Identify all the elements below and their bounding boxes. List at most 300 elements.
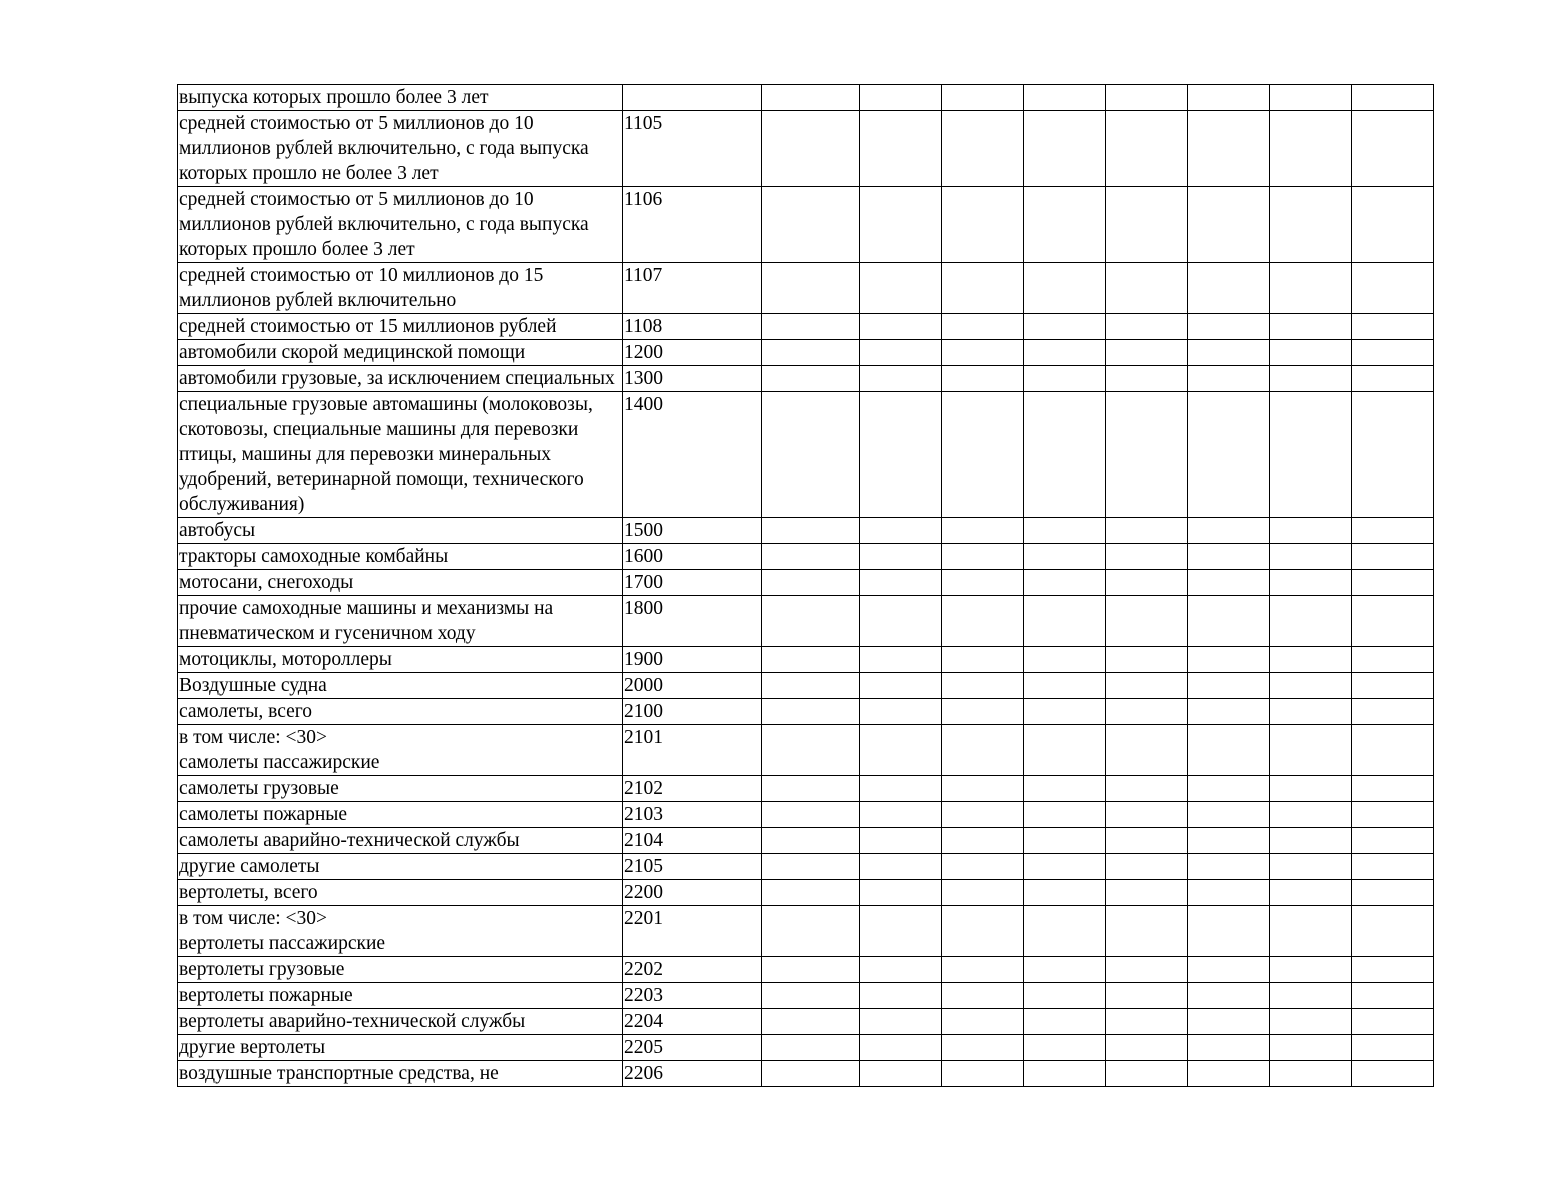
row-code-cell: 1600 (623, 544, 762, 570)
row-code-cell: 1500 (623, 518, 762, 544)
empty-value-cell (860, 1035, 942, 1061)
empty-value-cell (860, 802, 942, 828)
table-row (178, 596, 1434, 647)
empty-value-cell (762, 187, 860, 263)
empty-value-cell (1352, 828, 1434, 854)
empty-value-cell (1270, 983, 1352, 1009)
empty-value-cell (762, 699, 860, 725)
empty-value-cell (1188, 647, 1270, 673)
empty-value-cell (1270, 340, 1352, 366)
empty-value-cell (1024, 673, 1106, 699)
row-name-cell: вертолеты аварийно-технической службы (178, 1009, 623, 1035)
row-name-cell: выпуска которых прошло более 3 лет (178, 85, 623, 111)
empty-value-cell (1270, 85, 1352, 111)
empty-value-cell (860, 340, 942, 366)
empty-value-cell (1024, 725, 1106, 776)
empty-value-cell (1270, 906, 1352, 957)
row-name-cell: вертолеты, всего (178, 880, 623, 906)
empty-value-cell (1106, 544, 1188, 570)
empty-value-cell (1188, 544, 1270, 570)
empty-value-cell (1188, 828, 1270, 854)
empty-value-cell (1188, 776, 1270, 802)
row-name-cell: самолеты пожарные (178, 802, 623, 828)
empty-value-cell (762, 906, 860, 957)
empty-value-cell (762, 802, 860, 828)
empty-value-cell (762, 544, 860, 570)
row-code-cell: 1106 (623, 187, 762, 263)
empty-value-cell (1106, 699, 1188, 725)
empty-value-cell (1352, 570, 1434, 596)
empty-value-cell (942, 776, 1024, 802)
row-code-cell: 1900 (623, 647, 762, 673)
empty-value-cell (1270, 187, 1352, 263)
empty-value-cell (1024, 802, 1106, 828)
empty-value-cell (860, 776, 942, 802)
empty-value-cell (762, 673, 860, 699)
empty-value-cell (1270, 673, 1352, 699)
empty-value-cell (860, 854, 942, 880)
table-row (178, 187, 1434, 263)
table-body (178, 85, 1434, 1087)
empty-value-cell (1024, 1061, 1106, 1087)
row-name-cell: прочие самоходные машины и механизмы на пневматическом и гусеничном ходу (178, 596, 623, 647)
empty-value-cell (860, 906, 942, 957)
table-row (178, 263, 1434, 314)
empty-value-cell (1188, 111, 1270, 187)
empty-value-cell (942, 392, 1024, 518)
table-row (178, 725, 1434, 776)
table-row (178, 1061, 1434, 1087)
table-row (178, 314, 1434, 340)
empty-value-cell (942, 187, 1024, 263)
empty-value-cell (1106, 85, 1188, 111)
empty-value-cell (942, 673, 1024, 699)
table-row (178, 906, 1434, 957)
row-code-cell: 2200 (623, 880, 762, 906)
empty-value-cell (1270, 957, 1352, 983)
empty-value-cell (1188, 699, 1270, 725)
empty-value-cell (1188, 1061, 1270, 1087)
empty-value-cell (1270, 880, 1352, 906)
empty-value-cell (1352, 187, 1434, 263)
empty-value-cell (1106, 647, 1188, 673)
row-code-cell: 2201 (623, 906, 762, 957)
empty-value-cell (942, 854, 1024, 880)
empty-value-cell (1270, 518, 1352, 544)
empty-value-cell (1024, 854, 1106, 880)
row-name-cell: автомобили скорой медицинской помощи (178, 340, 623, 366)
empty-value-cell (942, 340, 1024, 366)
row-name-cell: средней стоимостью от 15 миллионов рублей (178, 314, 623, 340)
empty-value-cell (942, 570, 1024, 596)
empty-value-cell (1024, 880, 1106, 906)
row-name-cell: средней стоимостью от 5 миллионов до 10 миллионов рублей включительно, с года выпуска которых прошло не более 3 лет (178, 111, 623, 187)
empty-value-cell (1352, 1035, 1434, 1061)
empty-value-cell (942, 366, 1024, 392)
table-row (178, 570, 1434, 596)
table-row (178, 828, 1434, 854)
table-row (178, 1009, 1434, 1035)
table-row (178, 854, 1434, 880)
empty-value-cell (942, 314, 1024, 340)
empty-value-cell (1352, 673, 1434, 699)
empty-value-cell (1024, 828, 1106, 854)
row-name-cell: воздушные транспортные средства, не (178, 1061, 623, 1087)
empty-value-cell (942, 1061, 1024, 1087)
row-code-cell: 2103 (623, 802, 762, 828)
empty-value-cell (1106, 111, 1188, 187)
empty-value-cell (1352, 699, 1434, 725)
row-code-cell: 2101 (623, 725, 762, 776)
empty-value-cell (762, 983, 860, 1009)
empty-value-cell (1188, 314, 1270, 340)
empty-value-cell (1352, 983, 1434, 1009)
row-name-cell: другие самолеты (178, 854, 623, 880)
vehicle-form-table (177, 84, 1434, 1087)
empty-value-cell (1106, 673, 1188, 699)
empty-value-cell (1106, 725, 1188, 776)
empty-value-cell (762, 828, 860, 854)
empty-value-cell (1106, 957, 1188, 983)
empty-value-cell (1270, 1009, 1352, 1035)
empty-value-cell (1024, 647, 1106, 673)
empty-value-cell (1106, 518, 1188, 544)
empty-value-cell (860, 828, 942, 854)
empty-value-cell (1188, 392, 1270, 518)
empty-value-cell (1270, 570, 1352, 596)
row-name-cell: мотосани, снегоходы (178, 570, 623, 596)
empty-value-cell (942, 111, 1024, 187)
empty-value-cell (1270, 544, 1352, 570)
empty-value-cell (1106, 366, 1188, 392)
empty-value-cell (1188, 673, 1270, 699)
empty-value-cell (1270, 699, 1352, 725)
table-row (178, 85, 1434, 111)
empty-value-cell (762, 854, 860, 880)
empty-value-cell (1352, 544, 1434, 570)
empty-value-cell (1106, 854, 1188, 880)
empty-value-cell (762, 340, 860, 366)
row-code-cell: 2205 (623, 1035, 762, 1061)
empty-value-cell (1352, 906, 1434, 957)
empty-value-cell (762, 725, 860, 776)
empty-value-cell (1188, 596, 1270, 647)
empty-value-cell (1024, 957, 1106, 983)
row-name-cell: автобусы (178, 518, 623, 544)
empty-value-cell (1352, 776, 1434, 802)
empty-value-cell (860, 544, 942, 570)
empty-value-cell (860, 647, 942, 673)
table-row (178, 880, 1434, 906)
table-row (178, 983, 1434, 1009)
empty-value-cell (1352, 85, 1434, 111)
empty-value-cell (1024, 699, 1106, 725)
empty-value-cell (1106, 1009, 1188, 1035)
empty-value-cell (1188, 340, 1270, 366)
empty-value-cell (1352, 1009, 1434, 1035)
empty-value-cell (1024, 776, 1106, 802)
row-name-cell: вертолеты грузовые (178, 957, 623, 983)
empty-value-cell (1188, 802, 1270, 828)
empty-value-cell (1352, 647, 1434, 673)
empty-value-cell (1352, 854, 1434, 880)
empty-value-cell (1024, 906, 1106, 957)
row-code-cell: 2100 (623, 699, 762, 725)
row-name-cell: специальные грузовые автомашины (молоковозы, скотовозы, специальные машины для перевозки птицы, машины для перевозки минеральных удобрений, ветеринарной помощи, технического обслуживания) (178, 392, 623, 518)
empty-value-cell (1106, 828, 1188, 854)
table-row (178, 699, 1434, 725)
empty-value-cell (1270, 392, 1352, 518)
row-code-cell: 2204 (623, 1009, 762, 1035)
row-code-cell: 1400 (623, 392, 762, 518)
row-name-cell: мотоциклы, мотороллеры (178, 647, 623, 673)
empty-value-cell (860, 570, 942, 596)
empty-value-cell (1024, 85, 1106, 111)
empty-value-cell (1024, 1009, 1106, 1035)
empty-value-cell (1024, 314, 1106, 340)
empty-value-cell (1024, 983, 1106, 1009)
row-name-cell: самолеты аварийно-технической службы (178, 828, 623, 854)
table-row (178, 518, 1434, 544)
empty-value-cell (1024, 366, 1106, 392)
empty-value-cell (1352, 518, 1434, 544)
empty-value-cell (942, 1009, 1024, 1035)
row-code-cell: 2105 (623, 854, 762, 880)
empty-value-cell (942, 544, 1024, 570)
empty-value-cell (762, 366, 860, 392)
row-code-cell: 2202 (623, 957, 762, 983)
empty-value-cell (1352, 366, 1434, 392)
empty-value-cell (942, 1035, 1024, 1061)
empty-value-cell (1270, 263, 1352, 314)
empty-value-cell (1188, 906, 1270, 957)
document-page (177, 84, 1434, 1087)
empty-value-cell (942, 983, 1024, 1009)
empty-value-cell (860, 111, 942, 187)
empty-value-cell (1188, 518, 1270, 544)
empty-value-cell (762, 957, 860, 983)
empty-value-cell (1024, 340, 1106, 366)
row-name-cell: тракторы самоходные комбайны (178, 544, 623, 570)
empty-value-cell (762, 596, 860, 647)
empty-value-cell (860, 392, 942, 518)
empty-value-cell (1188, 187, 1270, 263)
empty-value-cell (762, 111, 860, 187)
table-row (178, 1035, 1434, 1061)
table-row (178, 340, 1434, 366)
empty-value-cell (762, 880, 860, 906)
empty-value-cell (860, 725, 942, 776)
empty-value-cell (860, 880, 942, 906)
empty-value-cell (1024, 570, 1106, 596)
empty-value-cell (1352, 1061, 1434, 1087)
empty-value-cell (762, 647, 860, 673)
table-row (178, 392, 1434, 518)
empty-value-cell (1270, 802, 1352, 828)
row-code-cell: 1800 (623, 596, 762, 647)
empty-value-cell (762, 392, 860, 518)
row-code-cell: 1108 (623, 314, 762, 340)
empty-value-cell (860, 314, 942, 340)
empty-value-cell (942, 880, 1024, 906)
row-code-cell: 1300 (623, 366, 762, 392)
empty-value-cell (762, 1009, 860, 1035)
row-code-cell: 2000 (623, 673, 762, 699)
empty-value-cell (942, 957, 1024, 983)
empty-value-cell (1188, 1009, 1270, 1035)
empty-value-cell (942, 828, 1024, 854)
empty-value-cell (1352, 957, 1434, 983)
empty-value-cell (1270, 366, 1352, 392)
empty-value-cell (1106, 596, 1188, 647)
empty-value-cell (1270, 725, 1352, 776)
empty-value-cell (1106, 983, 1188, 1009)
row-code-cell: 2203 (623, 983, 762, 1009)
empty-value-cell (1188, 957, 1270, 983)
empty-value-cell (942, 85, 1024, 111)
empty-value-cell (1352, 111, 1434, 187)
row-name-cell: в том числе: <30> вертолеты пассажирские (178, 906, 623, 957)
empty-value-cell (1188, 85, 1270, 111)
empty-value-cell (1188, 263, 1270, 314)
empty-value-cell (1106, 880, 1188, 906)
empty-value-cell (860, 518, 942, 544)
empty-value-cell (1024, 596, 1106, 647)
empty-value-cell (1106, 776, 1188, 802)
empty-value-cell (1106, 802, 1188, 828)
empty-value-cell (1024, 263, 1106, 314)
empty-value-cell (762, 1035, 860, 1061)
empty-value-cell (1106, 187, 1188, 263)
row-name-cell: другие вертолеты (178, 1035, 623, 1061)
empty-value-cell (1270, 111, 1352, 187)
empty-value-cell (1024, 1035, 1106, 1061)
empty-value-cell (942, 906, 1024, 957)
empty-value-cell (1352, 596, 1434, 647)
empty-value-cell (1188, 570, 1270, 596)
row-code-cell: 2206 (623, 1061, 762, 1087)
row-code-cell: 1200 (623, 340, 762, 366)
empty-value-cell (860, 1061, 942, 1087)
table-row (178, 111, 1434, 187)
empty-value-cell (1106, 263, 1188, 314)
row-name-cell: Воздушные судна (178, 673, 623, 699)
empty-value-cell (1352, 340, 1434, 366)
empty-value-cell (762, 314, 860, 340)
empty-value-cell (762, 570, 860, 596)
empty-value-cell (762, 518, 860, 544)
row-name-cell: в том числе: <30> самолеты пассажирские (178, 725, 623, 776)
empty-value-cell (1106, 392, 1188, 518)
row-code-cell: 2102 (623, 776, 762, 802)
empty-value-cell (762, 1061, 860, 1087)
table-row (178, 673, 1434, 699)
empty-value-cell (1270, 1061, 1352, 1087)
row-name-cell: самолеты, всего (178, 699, 623, 725)
row-name-cell: вертолеты пожарные (178, 983, 623, 1009)
empty-value-cell (1188, 725, 1270, 776)
empty-value-cell (1270, 776, 1352, 802)
empty-value-cell (860, 1009, 942, 1035)
empty-value-cell (942, 725, 1024, 776)
empty-value-cell (762, 776, 860, 802)
empty-value-cell (1188, 366, 1270, 392)
empty-value-cell (860, 85, 942, 111)
empty-value-cell (1024, 392, 1106, 518)
empty-value-cell (1352, 725, 1434, 776)
empty-value-cell (1270, 647, 1352, 673)
empty-value-cell (1024, 111, 1106, 187)
table-row (178, 647, 1434, 673)
row-name-cell: самолеты грузовые (178, 776, 623, 802)
empty-value-cell (762, 263, 860, 314)
row-code-cell: 1105 (623, 111, 762, 187)
table-row (178, 802, 1434, 828)
empty-value-cell (1270, 828, 1352, 854)
empty-value-cell (762, 85, 860, 111)
empty-value-cell (1106, 906, 1188, 957)
empty-value-cell (1270, 314, 1352, 340)
row-name-cell: средней стоимостью от 5 миллионов до 10 миллионов рублей включительно, с года выпуска которых прошло более 3 лет (178, 187, 623, 263)
empty-value-cell (860, 957, 942, 983)
empty-value-cell (1188, 983, 1270, 1009)
empty-value-cell (1106, 340, 1188, 366)
empty-value-cell (860, 673, 942, 699)
empty-value-cell (1270, 1035, 1352, 1061)
table-row (178, 957, 1434, 983)
empty-value-cell (942, 802, 1024, 828)
table-row (178, 366, 1434, 392)
empty-value-cell (1024, 187, 1106, 263)
empty-value-cell (1352, 392, 1434, 518)
empty-value-cell (860, 983, 942, 1009)
empty-value-cell (1106, 314, 1188, 340)
empty-value-cell (1352, 314, 1434, 340)
empty-value-cell (1270, 854, 1352, 880)
table-row (178, 544, 1434, 570)
empty-value-cell (860, 699, 942, 725)
empty-value-cell (1106, 1061, 1188, 1087)
empty-value-cell (942, 699, 1024, 725)
empty-value-cell (860, 263, 942, 314)
empty-value-cell (942, 596, 1024, 647)
empty-value-cell (1188, 880, 1270, 906)
empty-value-cell (860, 187, 942, 263)
empty-value-cell (942, 647, 1024, 673)
empty-value-cell (860, 366, 942, 392)
empty-value-cell (860, 596, 942, 647)
row-code-cell: 2104 (623, 828, 762, 854)
empty-value-cell (1270, 596, 1352, 647)
empty-value-cell (1024, 544, 1106, 570)
empty-value-cell (942, 518, 1024, 544)
table-row (178, 776, 1434, 802)
row-name-cell: средней стоимостью от 10 миллионов до 15 миллионов рублей включительно (178, 263, 623, 314)
empty-value-cell (1188, 854, 1270, 880)
row-name-cell: автомобили грузовые, за исключением специальных (178, 366, 623, 392)
empty-value-cell (1188, 1035, 1270, 1061)
row-code-cell: 1107 (623, 263, 762, 314)
row-code-cell: 1700 (623, 570, 762, 596)
empty-value-cell (1352, 880, 1434, 906)
empty-value-cell (942, 263, 1024, 314)
empty-value-cell (1352, 802, 1434, 828)
empty-value-cell (1106, 570, 1188, 596)
row-code-cell (623, 85, 762, 111)
empty-value-cell (1352, 263, 1434, 314)
empty-value-cell (1024, 518, 1106, 544)
empty-value-cell (1106, 1035, 1188, 1061)
